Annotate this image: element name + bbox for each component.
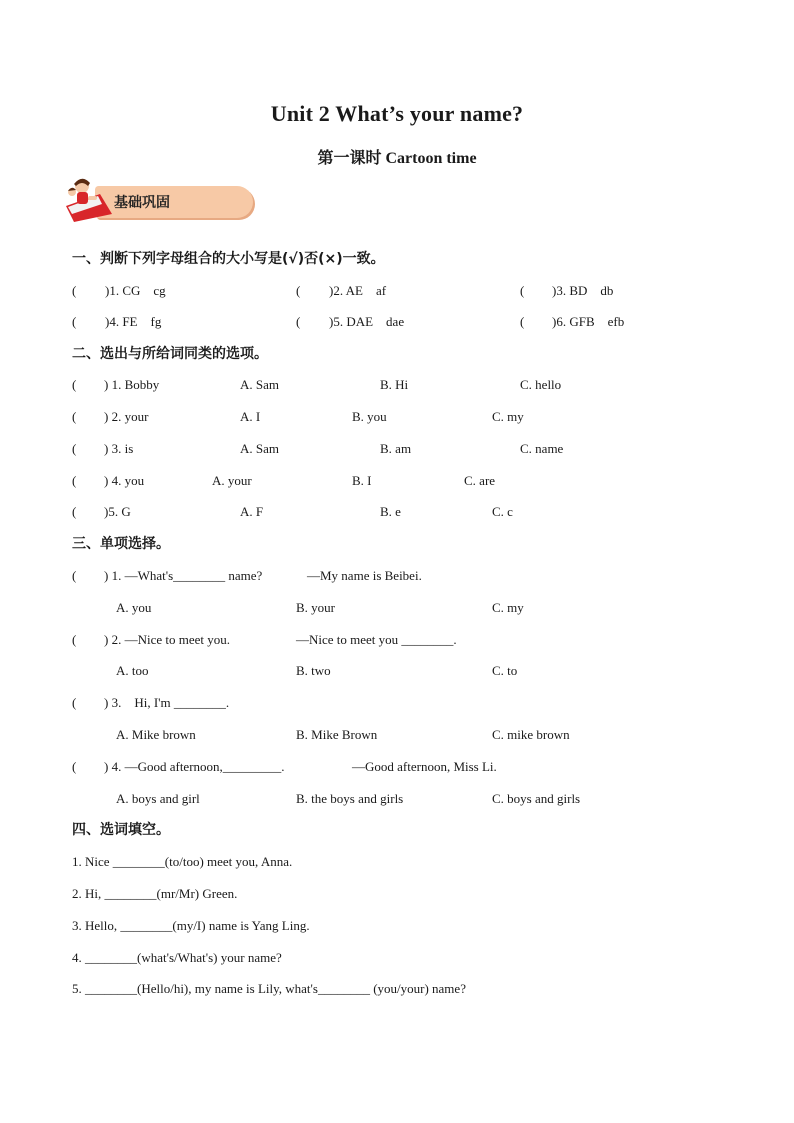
answer-bracket-open: ( bbox=[72, 409, 77, 424]
section-2-row-2 bbox=[0, 409, 794, 427]
option-c: C. name bbox=[520, 441, 564, 456]
option-c: C. my bbox=[492, 409, 524, 424]
section-3-question-2 bbox=[0, 632, 794, 650]
section-1-row-1 bbox=[0, 283, 794, 301]
question-text: )2. AE af bbox=[329, 283, 387, 298]
option-c: C. to bbox=[492, 663, 518, 678]
fill-blank-line: 5. ________(Hello/hi), my name is Lily, what's________ (you/your) name? bbox=[72, 981, 466, 996]
option-c: C. hello bbox=[520, 377, 562, 392]
answer-bracket-open: ( bbox=[296, 314, 301, 329]
question-text: ) 3. is bbox=[104, 441, 134, 456]
option-b: B. your bbox=[296, 600, 335, 615]
answer-bracket-open: ( bbox=[296, 283, 301, 298]
answer-bracket-open: ( bbox=[72, 377, 77, 392]
question-text: )3. BD db bbox=[552, 283, 614, 298]
question-text: )5. G bbox=[104, 504, 131, 519]
answer-bracket-open: ( bbox=[520, 283, 525, 298]
option-c: C. mike brown bbox=[492, 727, 570, 742]
question-text: )4. FE fg bbox=[105, 314, 162, 329]
question-text: ) 1. Bobby bbox=[104, 377, 160, 392]
section-banner bbox=[60, 174, 200, 224]
option-c: C. c bbox=[492, 504, 513, 519]
section-3-options-4 bbox=[0, 791, 794, 809]
section-2-row-3 bbox=[0, 441, 794, 459]
section-2-heading: 二、选出与所给词同类的选项。 bbox=[72, 346, 268, 362]
option-a: A. you bbox=[116, 600, 152, 615]
section-3-question-4 bbox=[0, 759, 794, 777]
question-text: ) 4. —Good afternoon,_________. bbox=[104, 759, 285, 774]
page-title: Unit 2 What’s your name? bbox=[270, 101, 524, 126]
section-3-options-2 bbox=[0, 663, 794, 681]
section-3-question-3 bbox=[0, 695, 794, 713]
answer-bracket-open: ( bbox=[72, 314, 77, 329]
option-c: C. are bbox=[464, 473, 496, 488]
answer-bracket-open: ( bbox=[72, 695, 77, 710]
answer-bracket-open: ( bbox=[72, 632, 77, 647]
option-c: C. my bbox=[492, 600, 524, 615]
answer-bracket-open: ( bbox=[72, 473, 77, 488]
banner-label: 基础巩固 bbox=[114, 195, 170, 211]
option-a: A. F bbox=[240, 504, 264, 519]
section-4-heading: 四、选词填空。 bbox=[72, 822, 170, 838]
fill-blank-line: 4. ________(what's/What's) your name? bbox=[72, 950, 282, 965]
question-text: ) 3. Hi, I'm ________. bbox=[104, 695, 230, 710]
option-c: C. boys and girls bbox=[492, 791, 581, 806]
response-text: —My name is Beibei. bbox=[307, 568, 422, 583]
question-text: ) 1. —What's________ name? bbox=[104, 568, 263, 583]
option-a: A. I bbox=[240, 409, 261, 424]
section-1-row-2 bbox=[0, 314, 794, 332]
option-a: A. Sam bbox=[240, 377, 279, 392]
answer-bracket-open: ( bbox=[520, 314, 525, 329]
question-text: )5. DAE dae bbox=[329, 314, 405, 329]
option-b: B. Mike Brown bbox=[296, 727, 378, 742]
question-text: )6. GFB efb bbox=[552, 314, 625, 329]
answer-bracket-open: ( bbox=[72, 568, 77, 583]
fill-blank-line: 3. Hello, ________(my/I) name is Yang Ling. bbox=[72, 918, 310, 933]
answer-bracket-open: ( bbox=[72, 283, 77, 298]
option-b: B. e bbox=[380, 504, 401, 519]
section-3-question-1 bbox=[0, 568, 794, 586]
option-b: B. I bbox=[352, 473, 372, 488]
option-b: B. Hi bbox=[380, 377, 409, 392]
section-3-options-1 bbox=[0, 600, 794, 618]
answer-bracket-open: ( bbox=[72, 504, 77, 519]
option-a: A. Mike brown bbox=[116, 727, 196, 742]
section-2-row-5 bbox=[0, 504, 794, 522]
question-text: )1. CG cg bbox=[105, 283, 166, 298]
question-text: ) 2. your bbox=[104, 409, 149, 424]
fill-blank-line: 1. Nice ________(to/too) meet you, Anna. bbox=[72, 854, 293, 869]
option-a: A. Sam bbox=[240, 441, 279, 456]
section-3-options-3 bbox=[0, 727, 794, 745]
option-b: B. am bbox=[380, 441, 412, 456]
option-b: B. you bbox=[352, 409, 387, 424]
answer-bracket-open: ( bbox=[72, 441, 77, 456]
section-2-row-4 bbox=[0, 473, 794, 491]
answer-bracket-open: ( bbox=[72, 759, 77, 774]
option-a: A. your bbox=[212, 473, 252, 488]
fill-blank-line: 2. Hi, ________(mr/Mr) Green. bbox=[72, 886, 238, 901]
option-a: A. boys and girl bbox=[116, 791, 200, 806]
question-text: ) 4. you bbox=[104, 473, 145, 488]
section-3-heading: 三、单项选择。 bbox=[72, 536, 170, 552]
section-1-heading: 一、判断下列字母组合的大小写是(√)否(×)一致。 bbox=[72, 251, 385, 267]
page-subtitle: 第一课时 Cartoon time bbox=[317, 150, 477, 167]
response-text: —Good afternoon, Miss Li. bbox=[352, 759, 497, 774]
section-2-row-1 bbox=[0, 377, 794, 395]
option-a: A. too bbox=[116, 663, 149, 678]
question-text: ) 2. —Nice to meet you. bbox=[104, 632, 230, 647]
option-b: B. two bbox=[296, 663, 331, 678]
response-text: —Nice to meet you ________. bbox=[296, 632, 457, 647]
option-b: B. the boys and girls bbox=[296, 791, 404, 806]
